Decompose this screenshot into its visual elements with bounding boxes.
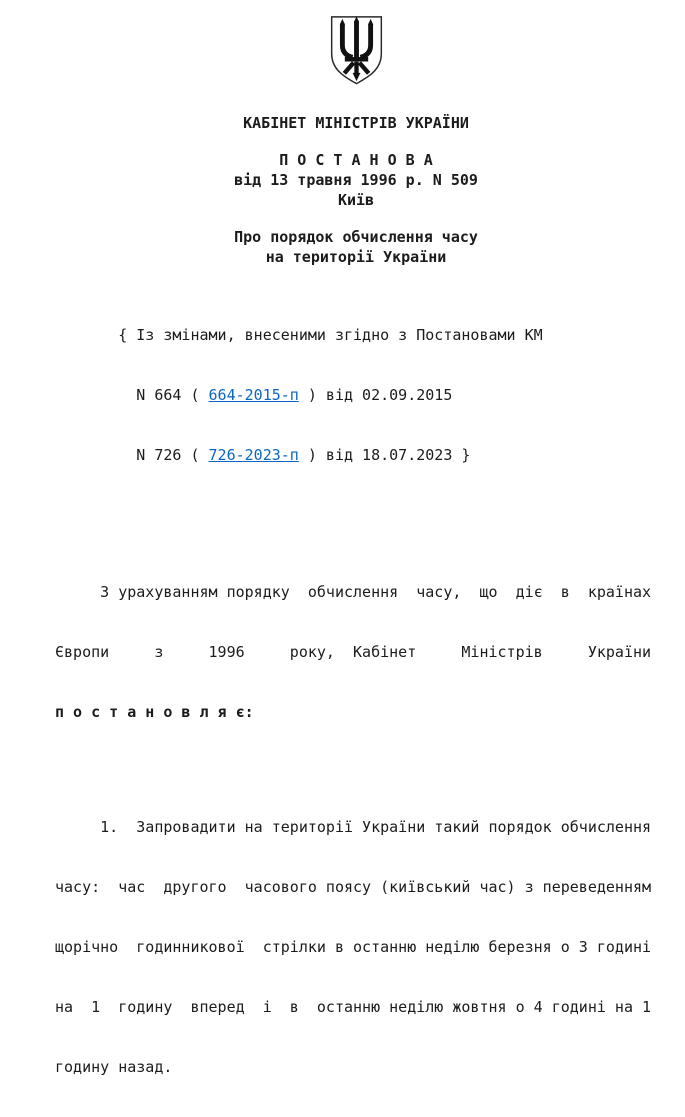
decree-heading	[55, 150, 657, 210]
point-1-paragraph	[55, 777, 657, 1117]
resolves-line: п о с т а н о в л я є:	[55, 703, 254, 721]
doc-city: Київ	[337, 191, 375, 209]
coat-of-arms	[55, 13, 657, 87]
amendment-prefix: N 664 (	[55, 386, 209, 404]
amendment-prefix: N 726 (	[55, 446, 209, 464]
text-line: годину назад.	[55, 1058, 173, 1076]
org-name: КАБІНЕТ МІНІСТРІВ УКРАЇНИ	[243, 114, 469, 132]
doc-title	[55, 227, 657, 267]
doc-date-number: від 13 травня 1996 р. N 509	[234, 171, 478, 189]
text-line: на 1 годину вперед і в останню неділю жовтня о 4 годині на 1	[55, 998, 652, 1016]
text-line: З урахуванням порядку обчислення часу, що діє в країнах	[55, 583, 652, 601]
amendment-suffix: ) від 18.07.2023 }	[298, 446, 471, 464]
text-line: часу: час другого часового поясу (київський час) з переведенням	[55, 878, 652, 896]
doc-title-line1: Про порядок обчислення часу	[234, 228, 478, 246]
trident-icon	[327, 13, 386, 87]
amendment-link-664-2015[interactable]: 664-2015-п	[208, 386, 299, 404]
amendment-line	[55, 385, 657, 405]
preamble-paragraph	[55, 542, 657, 762]
amendment-link-726-2023[interactable]: 726-2023-п	[208, 446, 299, 464]
amendments-block	[55, 285, 657, 505]
amendments-intro: { Із змінами, внесеними згідно з Постановами КМ	[55, 326, 543, 344]
amendment-suffix: ) від 02.09.2015	[298, 386, 453, 404]
doc-title-line2: на території України	[265, 248, 447, 266]
text-line: щорічно годинникової стрілки в останню неділю березня о 3 годині	[55, 938, 652, 956]
text-line: 1. Запровадити на території України такий порядок обчислення	[55, 818, 652, 836]
amendment-line	[55, 445, 657, 465]
doc-type: П О С Т А Н О В А	[279, 151, 433, 169]
document	[55, 13, 657, 1117]
text-line: Європи з 1996 року, Кабінет Міністрів України	[55, 643, 652, 661]
